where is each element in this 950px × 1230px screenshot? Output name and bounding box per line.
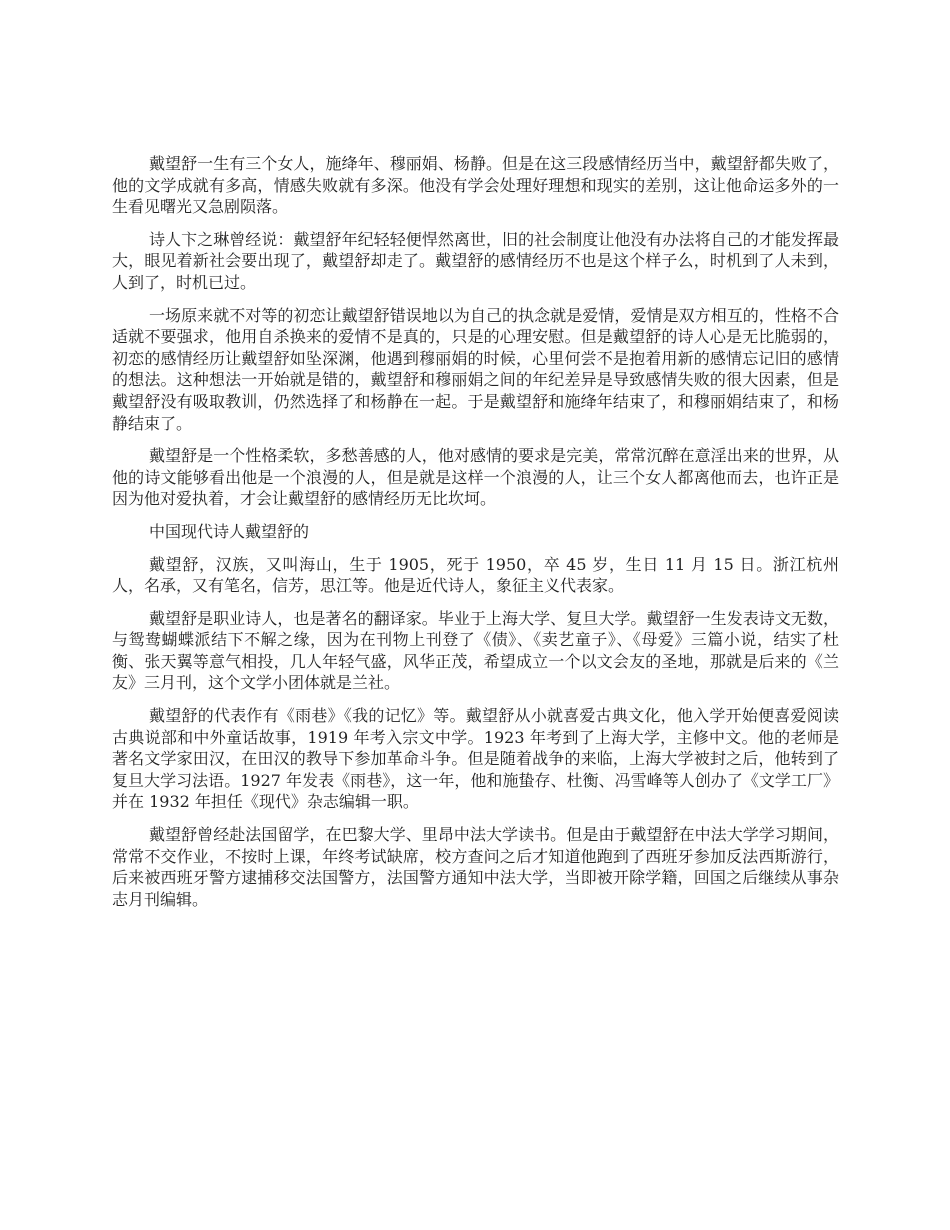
section-heading: 中国现代诗人戴望舒的 <box>149 521 310 541</box>
paragraph-first-love: 一场原来就不对等的初恋让戴望舒错误地以为自己的执念就是爱情，爱情是双方相互的，性格不合适就不要强求，他用自杀换来的爱情不是真的，只是的心理安慰。但是戴望舒的诗人心是无比脆弱的，初恋的感情经历让戴望舒如坠深渊，他遇到穆丽娟的时候，心里何尝不是抱着用新的感情忘记旧的感情的想法。这种想法一开始就是错的，戴望舒和穆丽娟之间的年纪差异是导致感情失败的很大因素，但是戴望舒没有吸取教训，仍然选择了和杨静在一起。于是戴望舒和施绛年结束了，和穆丽娟结束了，和杨静结束了。 <box>112 305 839 433</box>
paragraph-bian-zhilin-quote: 诗人卞之琳曾经说：戴望舒年纪轻轻便悍然离世，旧的社会制度让他没有办法将自己的才能发挥最大，眼见着新社会要出现了，戴望舒却走了。戴望舒的感情经历不也是这个样子么，时机到了人未到，人到了，时机已过。 <box>112 229 839 292</box>
paragraph-love-life-summary: 戴望舒一生有三个女人，施绛年、穆丽娟、杨静。但是在这三段感情经历当中，戴望舒都失败了，他的文学成就有多高，情感失败就有多深。他没有学会处理好理想和现实的差别，这让他命运多外的一生看见曙光又急剧陨落。 <box>112 154 839 217</box>
paragraph-study-abroad: 戴望舒曾经赴法国留学，在巴黎大学、里昂中法大学读书。但是由于戴望舒在中法大学学习期间，常常不交作业，不按时上课，年终考试缺席，校方查问之后才知道他跑到了西班牙参加反法西斯游行，后来被西班牙警方逮捕移交法国警方，法国警方通知中法大学，当即被开除学籍，回国之后继续从事杂志月刊编辑。 <box>112 825 839 909</box>
paragraph-personality: 戴望舒是一个性格柔软，多愁善感的人，他对感情的要求是完美，常常沉醉在意淫出来的世界，从他的诗文能够看出他是一个浪漫的人，但是就是这样一个浪漫的人，让三个女人都离他而去，也许正是因为他对爱执着，才会让戴望舒的感情经历无比坎坷。 <box>112 446 839 509</box>
paragraph-career: 戴望舒是职业诗人，也是著名的翻译家。毕业于上海大学、复旦大学。戴望舒一生发表诗文无数，与鸳鸯蝴蝶派结下不解之缘，因为在刊物上刊登了《债》、《卖艺童子》、《母爱》三篇小说，结实了杜衡、张天翼等意气相投，几人年轻气盛，风华正茂，希望成立一个以文会友的圣地，那就是后来的《兰友》三月刊，这个文学小团体就是兰社。 <box>112 608 839 693</box>
paragraph-works: 戴望舒的代表作有《雨巷》《我的记忆》等。戴望舒从小就喜爱古典文化，他入学开始便喜爱阅读古典说部和中外童话故事，1919 年考入宗文中学。1923 年考到了上海大学，主修中文。他的老师是著名文学家田汉，在田汉的教导下参加革命斗争。但是随着战争的来临，上海大学被封之后，他转到了复旦大学习法语。1927 年发表《雨巷》，这一年，他和施蛰存、杜衡、冯雪峰等人创办了《文学工厂》并在 1932 年担任《现代》杂志编辑一职。 <box>112 706 839 812</box>
document-page <box>112 153 839 921</box>
paragraph-biography: 戴望舒，汉族，又叫海山，生于 1905，死于 1950，卒 45 岁，生日 11 月 15 日。浙江杭州人，名承，又有笔名，信芳，思江等。他是近代诗人，象征主义代表家。 <box>112 554 839 596</box>
